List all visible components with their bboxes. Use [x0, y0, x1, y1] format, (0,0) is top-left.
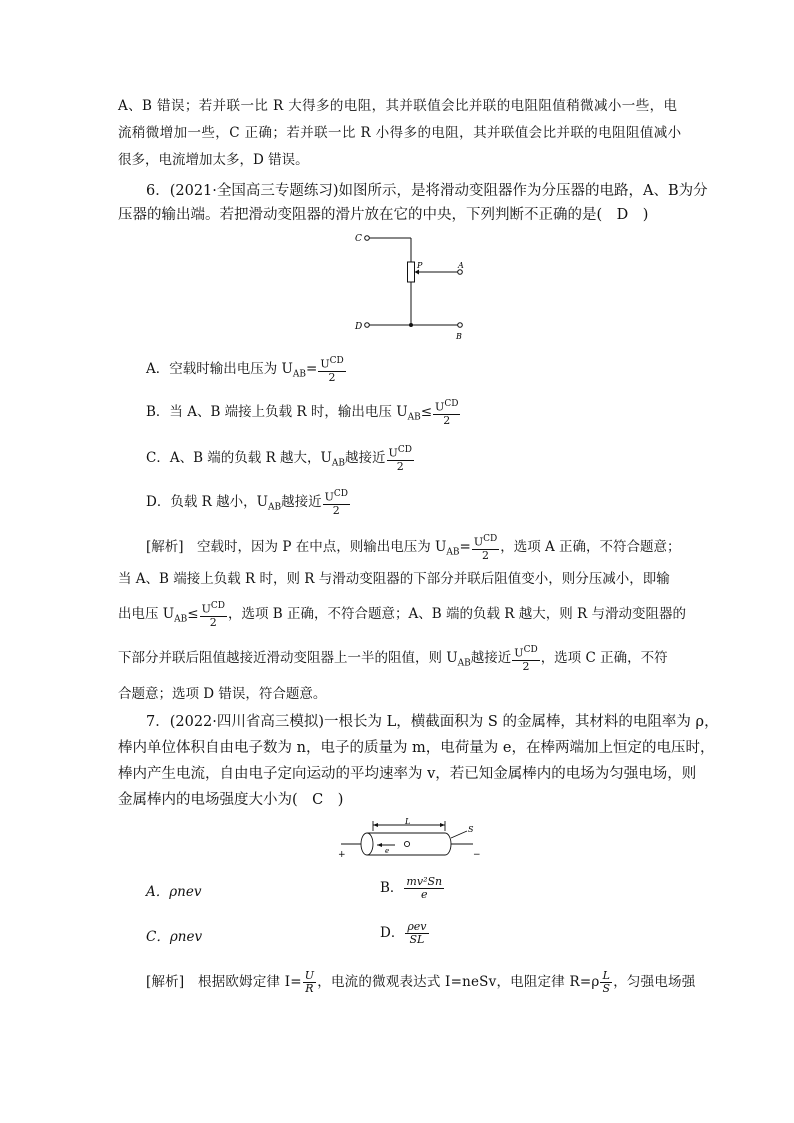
analysis-line: [解析] 根据欧姆定律 I= $\frac{U}{R}$ ，电流的微观表达式 I=neSv，电阻定律 R=ρ $\frac{L}{S}$ ，匀强电场强 [146, 969, 696, 995]
option-a: A．ρnev [146, 884, 202, 900]
option-b: B．当 A、B 端接上负载 R 时，输出电压 $U_{AB}\le$ $\frac{U^{CD}}{2}$ [146, 399, 459, 427]
option-d: D．负载 R 越小，$U_{AB}$越接近 $\frac{U^{CD}}{2}$ [146, 489, 348, 517]
label-b: B [456, 332, 462, 341]
question-6-line: 6．(2021·全国高三专题练习)如图所示，是将滑动变阻器作为分压器的电路，A、B为分 [146, 183, 708, 199]
option-c: C．A、B 端的负载 R 越大，$U_{AB}$越接近 $\frac{U^{CD}}{2}$ [146, 445, 412, 473]
analysis-line: [解析] 空载时，因为 P 在中点，则输出电压为 $U_{AB}=$ $\frac{U^{CD}}{2}$ ，选项 A 正确，不符合题意； [146, 534, 681, 562]
analysis-line: 出电压 $U_{AB}\le$ $\frac{U^{CD}}{2}$ ，选项 B 正确，不符合题意；A、B 端的负载 R 越大，则 R 与滑动变阻器的 [118, 601, 686, 629]
question-7-line: 金属棒内的电场强度大小为( C ) [118, 792, 344, 808]
label-l: L [405, 818, 411, 826]
question-7-line: 棒内产生电流，自由电子定向运动的平均速率为 v，若已知金属棒内的电场为匀强电场，则 [118, 766, 697, 782]
option-d: D． $\frac{\text{ρev}}{SL}$ [380, 920, 427, 946]
option-b: B． $\frac{\text{mv²Sn}}{e}$ [380, 875, 443, 901]
label-e: e [385, 847, 390, 855]
label-d: D [355, 322, 363, 332]
question-7-line: 棒内单位体积自由电子数为 n，电子的质量为 m，电荷量为 e，在棒两端加上恒定的电压时， [118, 740, 715, 756]
label-a: A [458, 261, 464, 270]
label-p: P [417, 261, 423, 270]
label-c: C [355, 234, 362, 244]
voltage-divider-circuit [350, 228, 480, 346]
text-line: 很多，电流增加太多，D 错误。 [118, 152, 309, 168]
analysis-line: 当 A、B 端接上负载 R 时，则 R 与滑动变阻器的下部分并联后阻值变小，则分压减小，即输 [118, 571, 670, 587]
label-plus: + [338, 850, 346, 860]
text-line: A、B 错误；若并联一比 R 大得多的电阻，其并联值会比并联的电阻阻值稍微减小一些，电 [118, 98, 678, 114]
option-a: A．空载时输出电压为 $U_{AB}=$ $\frac{U^{CD}}{2}$ [146, 356, 344, 384]
text-line: 流稍微增加一些，C 正确；若并联一比 R 小得多的电阻，其并联值会比并联的电阻阻值减小 [118, 125, 682, 141]
option-c: C．ρnev [146, 929, 203, 945]
analysis-line: 下部分并联后阻值越接近滑动变阻器上一半的阻值，则 $U_{AB}$越接近 $\frac{U^{CD}}{2}$ ，选项 C 正确，不符 [118, 645, 668, 673]
analysis-line: 合题意；选项 D 错误，符合题意。 [118, 686, 327, 702]
question-7-line: 7．(2022·四川省高三模拟)一根长为 L，横截面积为 S 的金属棒，其材料的电阻率为 ρ， [146, 714, 719, 730]
metal-rod-figure [335, 818, 495, 864]
label-s: S [468, 825, 474, 834]
label-minus: − [473, 850, 481, 860]
question-6-line: 压器的输出端。若把滑动变阻器的滑片放在它的中央，下列判断不正确的是( D ) [118, 207, 649, 223]
